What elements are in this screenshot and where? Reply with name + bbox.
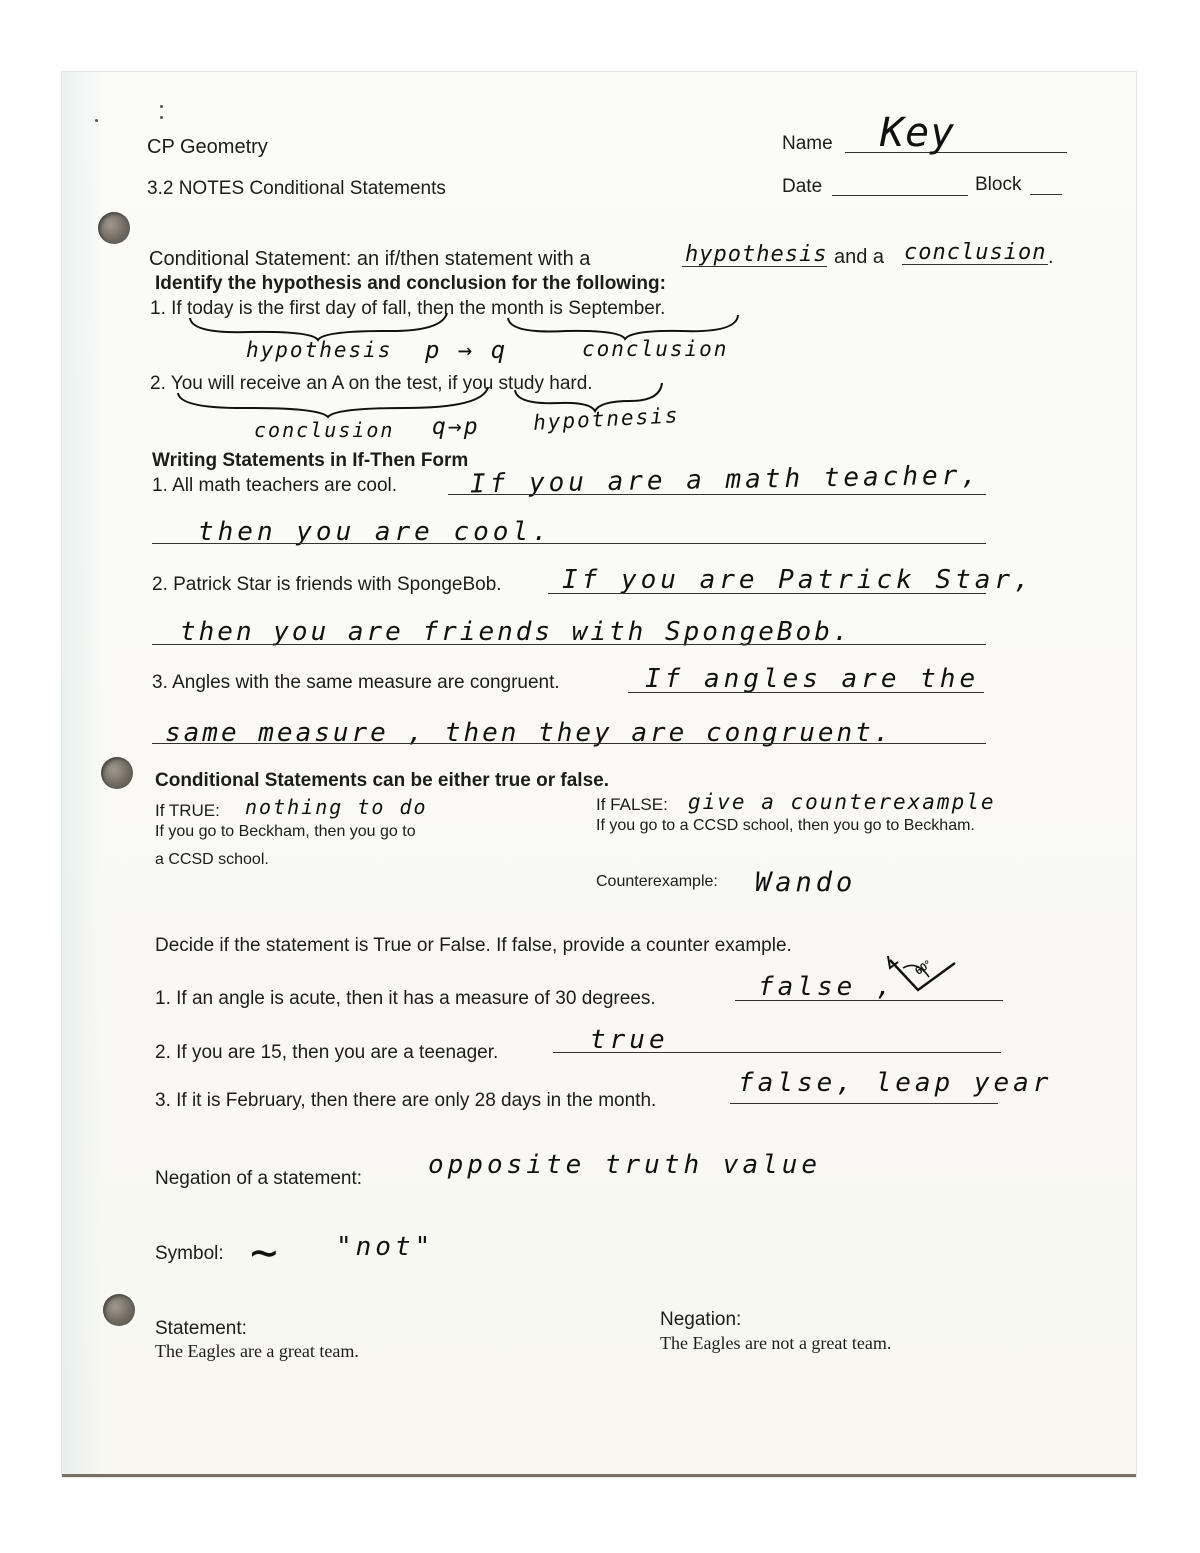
ifthen-item3-answer-line1: If angles are the xyxy=(645,664,980,694)
definition-prefix: Conditional Statement: an if/then statement with a xyxy=(149,248,591,270)
date-line xyxy=(832,195,968,196)
block-line xyxy=(1030,194,1062,195)
if-true-example-line2: a CCSD school. xyxy=(155,851,269,868)
if-false-example: If you go to a CCSD school, then you go to Beckham. xyxy=(596,817,975,834)
name-value: Key xyxy=(880,110,956,156)
answer-line xyxy=(152,543,986,544)
answer-line xyxy=(448,494,986,495)
ifthen-item2-answer-line2: then you are friends with SpongeBob. xyxy=(180,617,852,647)
counterexample-value: Wando xyxy=(755,867,857,898)
truefalse-heading: Conditional Statements can be either true or false. xyxy=(155,770,609,791)
statement-text: The Eagles are a great team. xyxy=(155,1341,359,1361)
definition-suffix: . xyxy=(1048,246,1054,268)
identify-item2-left-note: conclusion xyxy=(254,418,395,442)
definition-middle: and a xyxy=(834,246,885,268)
identify-item2: 2. You will receive an A on the test, if you study hard. xyxy=(150,373,593,394)
ifthen-item1-answer-line1: If you are a math teacher, xyxy=(469,460,982,500)
block-label: Block xyxy=(975,174,1022,195)
answer-line xyxy=(152,743,986,744)
identify-item1: 1. If today is the first day of fall, then the month is September. xyxy=(150,298,666,319)
page-title: 3.2 NOTES Conditional Statements xyxy=(147,178,446,199)
paper-edge-shade xyxy=(62,72,102,1474)
ifthen-heading: Writing Statements in If-Then Form xyxy=(152,450,469,471)
ifthen-item1-answer-line2: then you are cool. xyxy=(198,517,552,547)
symbol-value: "not" xyxy=(336,1232,435,1262)
ifthen-item2-answer-line1: If you are Patrick Star, xyxy=(562,565,1034,595)
decide-item3-prompt: 3. If it is February, then there are only 28 days in the month. xyxy=(155,1090,657,1111)
identify-item1-right-note: conclusion xyxy=(582,337,729,361)
definition-blank2: conclusion xyxy=(904,240,1047,265)
answer-line xyxy=(152,644,986,645)
if-false-note: give a counterexample xyxy=(688,790,996,814)
punch-hole-top xyxy=(98,212,130,244)
negation-example-label: Negation: xyxy=(660,1309,742,1330)
decide-item2-answer: true xyxy=(590,1025,669,1055)
speck xyxy=(160,105,163,108)
identify-item2-symbol: q→p xyxy=(432,414,480,440)
punch-hole-middle xyxy=(101,757,133,789)
if-true-example-line1: If you go to Beckham, then you go to xyxy=(155,823,416,840)
tilde-symbol: ∼ xyxy=(250,1225,280,1279)
answer-line xyxy=(553,1052,1001,1053)
if-false-label: If FALSE: xyxy=(596,795,668,814)
date-label: Date xyxy=(782,176,823,197)
definition-blank1: hypothesis xyxy=(685,242,828,267)
identify-item1-left-note: hypothesis xyxy=(246,338,393,362)
identify-item1-symbol: p → q xyxy=(425,336,508,364)
ifthen-item2-prompt: 2. Patrick Star is friends with SpongeBob. xyxy=(152,574,502,595)
answer-line xyxy=(548,593,986,594)
definition-blank2-line xyxy=(902,264,1048,265)
answer-line xyxy=(730,1103,998,1104)
punch-hole-bottom xyxy=(103,1294,135,1326)
if-true-label: If TRUE: xyxy=(155,801,220,820)
decide-item3-answer: false, leap year xyxy=(738,1068,1053,1098)
decide-instruction: Decide if the statement is True or False. If false, provide a counter example. xyxy=(155,935,792,956)
symbol-label: Symbol: xyxy=(155,1243,224,1264)
counterexample-label: Counterexample: xyxy=(596,873,718,890)
ifthen-item1-prompt: 1. All math teachers are cool. xyxy=(152,475,398,496)
negation-label: Negation of a statement: xyxy=(155,1168,363,1189)
statement-label: Statement: xyxy=(155,1318,247,1339)
name-line xyxy=(845,152,1067,153)
identify-item2-right-note: hypotnesis xyxy=(532,403,680,435)
decide-item2-prompt: 2. If you are 15, then you are a teenager. xyxy=(155,1042,499,1063)
speck xyxy=(95,119,98,122)
name-label: Name xyxy=(782,133,833,154)
ifthen-item3-answer-line2: same measure , then they are congruent. xyxy=(165,718,893,748)
answer-line xyxy=(628,692,984,693)
negation-example-text: The Eagles are not a great team. xyxy=(660,1333,892,1353)
course-name: CP Geometry xyxy=(147,136,268,158)
definition-blank1-line xyxy=(682,266,827,267)
if-true-note: nothing to do xyxy=(245,795,428,819)
identify-heading: Identify the hypothesis and conclusion for the following: xyxy=(155,273,666,294)
ifthen-item3-prompt: 3. Angles with the same measure are congruent. xyxy=(152,672,560,693)
angle-sketch-label: 60° xyxy=(913,958,934,978)
answer-line xyxy=(735,1000,1003,1001)
decide-item1-prompt: 1. If an angle is acute, then it has a measure of 30 degrees. xyxy=(155,988,656,1009)
speck xyxy=(160,116,163,119)
negation-value: opposite truth value xyxy=(428,1150,822,1180)
decide-item1-answer: false , xyxy=(758,972,896,1002)
